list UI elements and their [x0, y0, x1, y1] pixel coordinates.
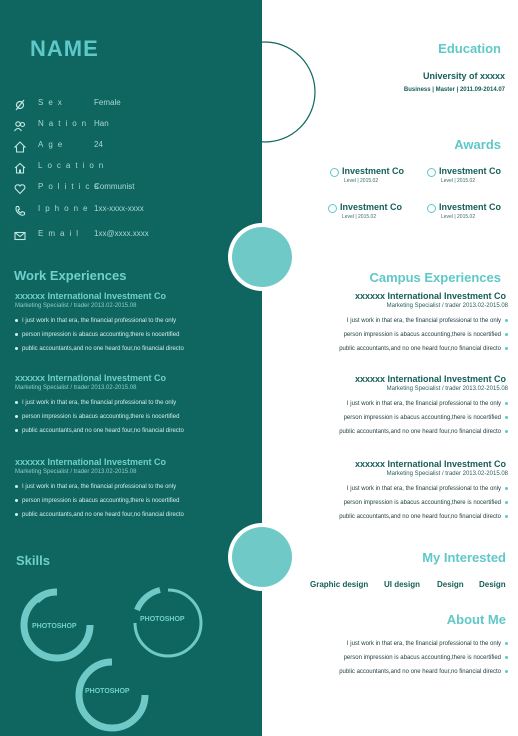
- job-role: Marketing Specialist / trader 2013.02-2015.08: [15, 303, 137, 309]
- skill-label-3: PHOTOSHOP: [85, 688, 130, 695]
- about-bullet: I just work in that era, the financial professional to the only: [339, 637, 508, 651]
- about-me-bullets: [339, 637, 508, 679]
- work-job: [15, 373, 184, 438]
- teal-disc-2: [232, 527, 292, 587]
- job-bullet: person impression is abacus accounting,there is nocertified: [339, 328, 508, 342]
- teal-disc-1: [232, 227, 292, 287]
- info-label: Nation: [38, 119, 92, 128]
- info-value: 1xx@xxxx.xxxx: [94, 229, 149, 238]
- skill-ring-3: [79, 662, 145, 728]
- campus-job: [339, 291, 508, 356]
- interest-item: Design: [479, 580, 506, 589]
- campus-job: [339, 374, 508, 439]
- info-row-location: [14, 160, 109, 176]
- candidate-name: NAME: [30, 36, 99, 61]
- info-label: Politics: [38, 182, 104, 191]
- mail-icon: [14, 229, 28, 243]
- job-bullet: I just work in that era, the financial professional to the only: [339, 482, 508, 496]
- award-name: Investment Co: [342, 166, 405, 176]
- gender-icon: [14, 98, 28, 112]
- info-value: Communist: [94, 182, 135, 191]
- phone-icon: [14, 204, 28, 218]
- job-bullet: public accountants,and no one heard four,no financial directo: [15, 508, 184, 522]
- job-role: Marketing Specialist / trader 2013.02-2015.08: [15, 469, 137, 475]
- work-job: [15, 457, 184, 522]
- award-bullet-icon: [427, 168, 436, 177]
- education-school: University of xxxxx: [422, 71, 505, 81]
- interested-title: My Interested: [422, 550, 506, 565]
- info-row-age: [14, 139, 103, 155]
- job-bullet: public accountants,and no one heard four,no financial directo: [15, 342, 184, 356]
- job-company: xxxxxx International Investment Co: [354, 459, 506, 469]
- award-item: [427, 166, 517, 188]
- info-label: Email: [38, 229, 84, 238]
- info-value: Female: [94, 98, 121, 107]
- award-bullet-icon: [330, 168, 339, 177]
- info-label: Age: [38, 140, 68, 149]
- education-detail: Business | Master | 2011.09-2014.07: [403, 87, 505, 93]
- skill-label-1: PHOTOSHOP: [32, 623, 77, 630]
- skills-title: Skills: [16, 553, 50, 568]
- award-bullet-icon: [328, 204, 337, 213]
- award-level: Level | 2015.02: [344, 178, 379, 184]
- location-icon: [14, 161, 28, 175]
- job-role: Marketing Specialist / trader 2013.02-2015.08: [386, 386, 508, 392]
- job-bullet: I just work in that era, the financial professional to the only: [15, 480, 184, 494]
- heart-icon: [14, 182, 28, 196]
- job-bullet: public accountants,and no one heard four,no financial directo: [15, 424, 184, 438]
- info-label: Location: [38, 161, 109, 170]
- job-company: xxxxxx International Investment Co: [15, 373, 167, 383]
- info-row-sex: [14, 97, 121, 113]
- job-bullet: person impression is abacus accounting,there is nocertified: [15, 410, 184, 424]
- awards-title: Awards: [454, 137, 501, 152]
- info-row-politics: [14, 181, 135, 197]
- job-bullet: I just work in that era, the financial professional to the only: [339, 397, 508, 411]
- job-bullet: I just work in that era, the financial professional to the only: [339, 314, 508, 328]
- job-bullet: public accountants,and no one heard four,no financial directo: [339, 425, 508, 439]
- job-role: Marketing Specialist / trader 2013.02-2015.08: [15, 385, 137, 391]
- nation-icon: [14, 119, 28, 133]
- award-level: Level | 2015.02: [441, 214, 476, 220]
- work-job: [15, 291, 184, 356]
- job-bullet: person impression is abacus accounting,there is nocertified: [339, 496, 508, 510]
- campus-experiences-title: Campus Experiences: [369, 270, 501, 285]
- job-bullet: person impression is abacus accounting,there is nocertified: [15, 328, 184, 342]
- info-label: Iphone: [38, 204, 93, 213]
- skill-ring-2: [135, 590, 201, 656]
- award-name: Investment Co: [439, 166, 502, 176]
- job-bullet: person impression is abacus accounting,there is nocertified: [15, 494, 184, 508]
- info-label: Sex: [38, 98, 67, 107]
- interest-item: UI design: [384, 580, 421, 589]
- job-bullet: public accountants,and no one heard four,no financial directo: [339, 510, 508, 524]
- work-experiences-title: Work Experiences: [14, 268, 127, 283]
- award-level: Level | 2015.02: [342, 214, 377, 220]
- award-level: Level | 2015.02: [441, 178, 476, 184]
- award-name: Investment Co: [340, 202, 403, 212]
- education-ring: [215, 42, 315, 142]
- job-company: xxxxxx International Investment Co: [354, 374, 506, 384]
- job-company: xxxxxx International Investment Co: [15, 457, 167, 467]
- about-me-title: About Me: [446, 612, 506, 627]
- campus-job: [339, 459, 508, 524]
- job-bullet: person impression is abacus accounting,there is nocertified: [339, 411, 508, 425]
- job-company: xxxxxx International Investment Co: [354, 291, 506, 301]
- about-bullet: person impression is abacus accounting,there is nocertified: [339, 651, 508, 665]
- job-role: Marketing Specialist / trader 2013.02-2015.08: [386, 471, 508, 477]
- interest-item: Design: [437, 580, 464, 589]
- info-row-nation: [14, 118, 109, 134]
- award-item: [427, 202, 517, 224]
- award-item: [328, 202, 418, 224]
- education-title: Education: [438, 41, 501, 56]
- info-value: 1xx-xxxx-xxxx: [94, 204, 144, 213]
- info-value: 24: [94, 140, 103, 149]
- skill-label-2: PHOTOSHOP: [140, 616, 185, 623]
- skill-rings: [0, 580, 262, 736]
- about-bullet: public accountants,and no one heard four,no financial directo: [339, 665, 508, 679]
- award-bullet-icon: [427, 204, 436, 213]
- job-company: xxxxxx International Investment Co: [15, 291, 167, 301]
- info-value: Han: [94, 119, 109, 128]
- job-bullet: I just work in that era, the financial professional to the only: [15, 314, 184, 328]
- age-icon: [14, 140, 28, 154]
- interest-item: Graphic design: [310, 580, 369, 589]
- job-bullet: I just work in that era, the financial professional to the only: [15, 396, 184, 410]
- award-item: [330, 166, 420, 188]
- info-row-iphone: [14, 203, 144, 219]
- job-role: Marketing Specialist / trader 2013.02-2015.08: [386, 303, 508, 309]
- info-row-email: [14, 228, 149, 244]
- job-bullet: public accountants,and no one heard four,no financial directo: [339, 342, 508, 356]
- award-name: Investment Co: [439, 202, 502, 212]
